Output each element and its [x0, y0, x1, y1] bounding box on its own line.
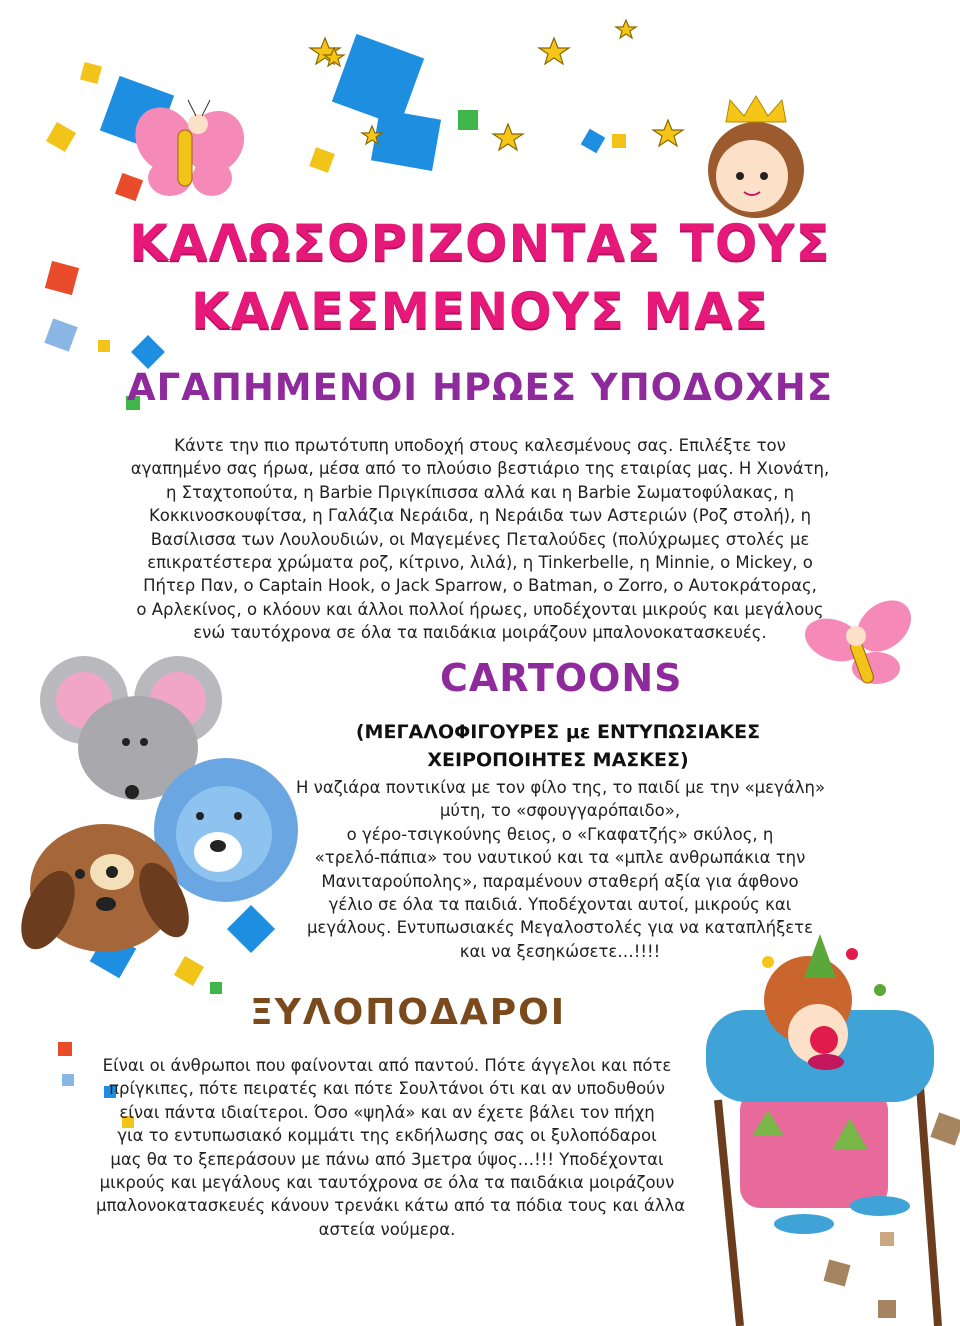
paragraph-line: και να ξεσηκώσετε…!!!! [459, 941, 661, 961]
paragraph-line: γέλιο σε όλα τα παιδιά. Υποδέχονται αυτοί, μικρούς και [328, 895, 792, 915]
paragraph-line: μύτη, το «σφουγγαρόπαιδο», [439, 801, 681, 821]
cartoons-subheading [300, 718, 816, 774]
paragraph-line: ο γέρο-τσιγκούνης θειος, ο «Γκαφατζής» σκύλος, η [346, 824, 774, 844]
paragraph-line: πρίγκιπες, πότε πειρατές και πότε Σουλτάνοι ότι και αν υποδυθούν [109, 1079, 665, 1099]
cartoons-paragraph [296, 776, 824, 963]
paragraph-line: η Σταχτοπούτα, η Barbie Πριγκίπισσα αλλά και η Barbie Σωματοφύλακας, η [165, 482, 795, 502]
paragraph-line: μπαλονοκατασκευές κάνουν τρενάκι κάτω από τα πόδια τους και άλλα [96, 1196, 686, 1216]
paragraph-line: επικρατέστερα χρώματα ροζ, κίτρινο, λιλά), η Tinkerbelle, η Minnie, ο Mickey, ο [147, 553, 813, 573]
paragraph-line: Μανιταρούπολης», παραμένουν σταθερή αξία για άφθονο [321, 871, 799, 891]
heroes-heading: ΑΓΑΠΗΜΕΝΟΙ ΗΡΩΕΣ ΥΠΟΔΟΧΗΣ [127, 366, 833, 409]
paragraph-line: «τρελό-πάπια» του ναυτικού και τα «μπλε ανθρωπάκια την [314, 848, 806, 868]
subheading-line: ΧΕΙΡΟΠΟΙΗΤΕΣ ΜΑΣΚΕΣ) [427, 749, 689, 771]
cartoons-heading: CARTOONS [440, 656, 683, 700]
paragraph-line: για το εντυπωσιακό κομμάτι της εκδήλωσης σας οι ξυλοπόδαροι [117, 1126, 657, 1146]
paragraph-line: Κοκκινοσκουφίτσα, η Γαλάζια Νεράιδα, η Νεράιδα των Αστεριών (Ροζ στολή), η [148, 506, 812, 526]
paragraph-line: Είναι οι άνθρωποι που φαίνονται από παντού. Πότε άγγελοι και πότε [102, 1056, 672, 1075]
stilts-paragraph [96, 1054, 686, 1241]
paragraph-line: μεγάλους. Εντυπωσιακές Μεγαλοστολές για να καταπλήξετε [306, 918, 814, 938]
paragraph-line: ενώ ταυτόχρονα σε όλα τα παιδάκια μοιράζουν μπαλονοκατασκευές. [193, 623, 767, 643]
paragraph-line: Πήτερ Παν, ο Captain Hook, ο Jack Sparrow, ο Batman, ο Zorro, ο Αυτοκράτορας, [143, 576, 817, 596]
paragraph-line: αγαπημένο σας ήρωα, μέσα από το πλούσιο βεστιάριο της εταιρίας μας. Η Χιονάτη, [130, 459, 830, 479]
heroes-paragraph [120, 434, 840, 645]
paragraph-line: είναι πάντα ιδιαίτεροι. Όσο «ψηλά» και αν έχετε βάλει τον πήχη [119, 1102, 655, 1122]
paragraph-line: μικρούς και μεγάλους και ταυτόχρονα σε όλα τα παιδάκια μοιράζουν [99, 1173, 675, 1193]
paragraph-line: Η ναζιάρα ποντικίνα με τον φίλο της, το παιδί με την «μεγάλη» [296, 778, 826, 797]
paragraph-line: ο Αρλεκίνος, ο κλόουν και άλλοι πολλοί ήρωες, υποδέχονται μικρούς και μεγάλους [136, 599, 824, 619]
clown-on-stilts-icon [706, 934, 938, 1326]
subheading-line: (ΜΕΓΑΛΟΦΙΓΟΥΡΕΣ με ΕΝΤΥΠΩΣΙΑΚΕΣ [355, 721, 761, 743]
paragraph-line: μας θα το ξεπεράσουν με πάνω από 3μετρα ύψος…!!! Υποδέχονται [110, 1149, 664, 1169]
stilts-heading: ΞΥΛΟΠΟΔΑΡΟΙ [250, 992, 567, 1033]
princess-girl-icon [708, 96, 804, 218]
paragraph-line: Βασίλισσα των Λουλουδιών, οι Μαγεμένες Πεταλούδες (πολύχρωμες στολές με [150, 529, 810, 549]
page-title-line-2: ΚΑΛΕΣΜΕΝΟΥΣ ΜΑΣ [190, 282, 770, 340]
page-title-line-1: ΚΑΛΩΣΟΡΙΖΟΝΤΑΣ ΤΟΥΣ [129, 214, 831, 272]
paragraph-line: Κάντε την πιο πρωτότυπη υποδοχή στους καλεσμένους σας. Επιλέξτε τον [174, 436, 786, 455]
paragraph-line: αστεία νούμερα. [318, 1219, 456, 1239]
